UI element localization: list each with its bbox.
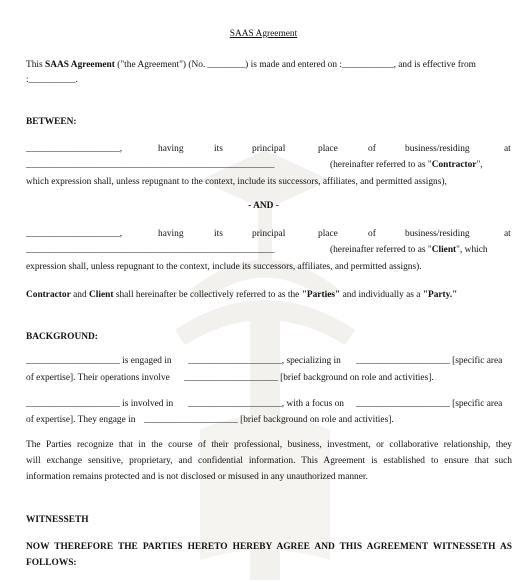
- party1-name-blank: ____________________,: [26, 144, 123, 154]
- recognize-line-2: will exchange sensitive, proprietary, and confidential information. This Agreement is established to ensure that such: [26, 456, 512, 466]
- heading-background: BACKGROUND:: [26, 332, 98, 342]
- party2-word: place: [318, 229, 338, 239]
- party2-address-blank: _____________________________________________________: [26, 245, 275, 255]
- heading-witnesseth: WITNESSETH: [26, 515, 89, 525]
- and-separator: - AND -: [248, 201, 279, 211]
- party2-word: principal: [252, 229, 286, 239]
- recognize-line-3: information remains protected and is not disclosed or misused in any unauthorized manner.: [26, 472, 368, 482]
- recognize-line-1: The Parties recognize that in the course of their professional, business, investment, or collaborative relationship, they: [26, 440, 512, 450]
- party1-word: place: [318, 144, 338, 154]
- party2-word: business/residing: [405, 229, 470, 239]
- party1-word: having: [158, 144, 184, 154]
- party2-expression: expression shall, unless repugnant to the context, include its successors, affiliates, and permitted assigns).: [26, 262, 422, 272]
- bg2-col2: ____________________, with a focus on: [188, 399, 344, 409]
- party1-word: its: [214, 144, 223, 154]
- party1-address-blank: _____________________________________________________: [26, 160, 275, 170]
- party2-role-line: (hereinafter referred to as "Client", which: [330, 245, 488, 255]
- bg2-col1: ____________________ is involved in: [26, 399, 174, 409]
- party2-word: at: [504, 229, 511, 239]
- bg2-col3: ____________________ [specific area: [356, 399, 503, 409]
- party1-word: principal: [252, 144, 286, 154]
- party1-word: at: [504, 144, 511, 154]
- bg2-line2b: ____________________ [brief background on role and activities].: [144, 415, 394, 425]
- party1-expression: which expression shall, unless repugnant to the context, include its successors, affiliates, and permitted assigns),: [26, 177, 447, 187]
- heading-between: BETWEEN:: [26, 117, 77, 127]
- party1-word: of: [368, 144, 376, 154]
- party1-word: business/residing: [405, 144, 470, 154]
- bg1-col2: ____________________, specializing in: [188, 356, 341, 366]
- party2-word: of: [368, 229, 376, 239]
- party2-word: its: [214, 229, 223, 239]
- bg1-line2a: of expertise]. Their operations involve: [26, 373, 170, 383]
- intro-line-2: :__________.: [26, 75, 78, 85]
- bg1-col3: ____________________ [specific area: [356, 356, 503, 366]
- party1-role-line: (hereinafter referred to as "Contractor",: [330, 160, 483, 170]
- party2-name-blank: ____________________,: [26, 229, 123, 239]
- intro-line-1: This SAAS Agreement ("the Agreement") (No. ________) is made and entered on :___________, and is effective from: [26, 60, 476, 70]
- now-therefore-line-2: FOLLOWS:: [26, 558, 77, 568]
- now-therefore-line-1: NOW THEREFORE THE PARTIES HERETO HEREBY AGREE AND THIS AGREEMENT WITNESSETH AS: [26, 542, 512, 552]
- parties-definition: Contractor and Client shall hereinafter be collectively referred to as the "Parties" and individually as a "Party.": [26, 290, 458, 300]
- bg2-line2a: of expertise]. They engage in: [26, 415, 136, 425]
- bg1-line2b: ____________________ [brief background on role and activities].: [184, 373, 434, 383]
- page-title: SAAS Agreement: [229, 29, 298, 39]
- party2-word: having: [158, 229, 184, 239]
- bg1-col1: ____________________ is engaged in: [26, 356, 172, 366]
